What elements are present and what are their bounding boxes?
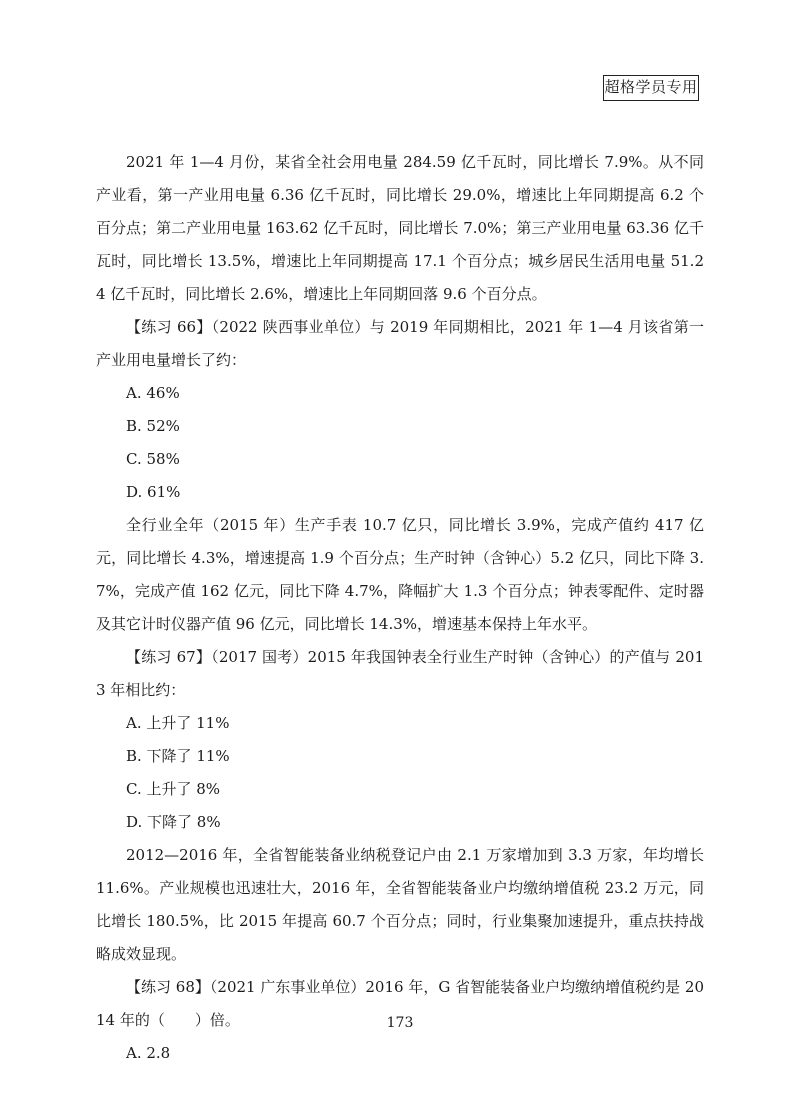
passage-paragraph: 2021 年 1—4 月份，某省全社会用电量 284.59 亿千瓦时，同比增长 7.9%。从不同产业看，第一产业用电量 6.36 亿千瓦时，同比增长 29.0%，增速比上年同期提高 6.2 个百分点；第二产业用电量 163.62 亿千瓦时，同比增长 7.0%；第三产业用电量 63.36 亿千瓦时，同比增长 13.5%，增速比上年同期提高 17.1 个百分点；城乡居民生活用电量 51.24 亿千瓦时，同比增长 2.6%，增速比上年同期回落 9.6 个百分点。 xyxy=(96,153,704,303)
page-content xyxy=(96,146,704,1070)
answer-option: B. 下降了 11% xyxy=(126,747,230,765)
answer-option: C. 58% xyxy=(126,450,180,468)
answer-option: A. 2.8 xyxy=(126,1044,171,1062)
question-66 xyxy=(96,311,704,377)
answer-option: B. 52% xyxy=(126,417,180,435)
question-label: 【练习 67】 xyxy=(126,648,212,666)
answer-option: C. 上升了 8% xyxy=(126,780,221,798)
passage-paragraph: 2012—2016 年，全省智能装备业纳税登记户由 2.1 万家增加到 3.3 万家，年均增长 11.6%。产业规模也迅速壮大，2016 年，全省智能装备业户均缴纳增值税 23.2 万元，同比增长 180.5%，比 2015 年提高 60.7 个百分点；同时，行业集聚加速提升，重点扶持战略成效显现。 xyxy=(96,846,704,963)
question-label: 【练习 68】 xyxy=(126,978,210,996)
question-67 xyxy=(96,641,704,707)
answer-option: D. 61% xyxy=(126,483,181,501)
answer-option: A. 46% xyxy=(126,384,180,402)
answer-option: A. 上升了 11% xyxy=(126,714,230,732)
question-text: （2022 陕西事业单位）与 2019 年同期相比，2021 年 1—4 月该省第一产业用电量增长了约： xyxy=(96,318,704,369)
passage-paragraph: 全行业全年（2015 年）生产手表 10.7 亿只，同比增长 3.9%，完成产值约 417 亿元，同比增长 4.3%，增速提高 1.9 个百分点；生产时钟（含钟心）5.2 亿只，同比下降 3.7%，完成产值 162 亿元，同比下降 4.7%，降幅扩大 1.3 个百分点；钟表零配件、定时器及其它计时仪器产值 96 亿元，同比增长 14.3%，增速基本保持上年水平。 xyxy=(96,516,704,633)
exclusive-use-stamp: 超格学员专用 xyxy=(603,75,699,101)
answer-option: D. 下降了 8% xyxy=(126,813,221,831)
question-label: 【练习 66】 xyxy=(126,318,212,336)
question-text: （2017 国考）2015 年我国钟表全行业生产时钟（含钟心）的产值与 2013 年相比约： xyxy=(96,648,704,699)
question-text: （2021 广东事业单位）2016 年，G 省智能装备业户均缴纳增值税约是 2014 年的（ ）倍。 xyxy=(96,978,704,1029)
page-number: 173 xyxy=(386,1015,414,1031)
